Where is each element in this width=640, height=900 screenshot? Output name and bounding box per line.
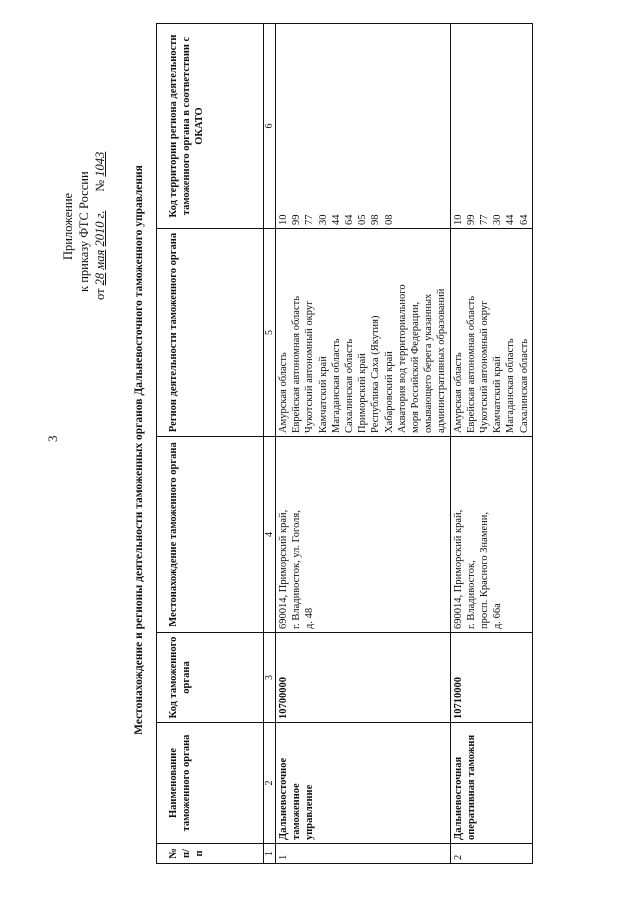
okato-spacer (396, 27, 409, 225)
appendix-order-ref: к приказу ФТС России (77, 171, 91, 292)
customs-authority-address (276, 437, 451, 633)
region-name: Хабаровский край (383, 351, 395, 433)
region-name: Республика Саха (Якутия) (370, 315, 382, 433)
okato-code: 77 (479, 214, 491, 225)
region-name: Магаданская область (330, 338, 342, 433)
region-name: Магаданская область (505, 338, 517, 433)
date-month: мая (93, 249, 107, 270)
activity-regions (450, 229, 532, 437)
region-name: Еврейская автономная область (291, 296, 303, 433)
address-line: 690014, Приморский край, (278, 509, 289, 629)
region-name: Чукотский автономный округ (479, 300, 491, 433)
region-name: Камчатский край (492, 356, 504, 433)
column-number: 6 (264, 24, 276, 229)
table-row (276, 24, 451, 864)
row-number: 2 (450, 844, 532, 864)
okato-codes (276, 24, 451, 229)
region-name: Сахалинская область (344, 339, 356, 433)
column-number: 3 (264, 633, 276, 723)
date-prefix: от (93, 288, 107, 300)
customs-authority-code: 10700000 (276, 633, 451, 723)
okato-code: 99 (465, 214, 477, 225)
customs-authority-name: Дальневосточное таможенное управление (276, 723, 451, 844)
customs-authority-code: 10710000 (450, 633, 532, 723)
activity-regions (276, 229, 451, 437)
header-address: Местонахождение таможенного органа (157, 437, 264, 633)
okato-code: 77 (304, 214, 316, 225)
region-name: административных образований (436, 288, 448, 433)
okato-code: 10 (452, 214, 464, 225)
okato-spacer (409, 27, 422, 225)
address-line: г. Владивосток, (465, 560, 477, 629)
region-name: Чукотский автономный округ (304, 300, 316, 433)
okato-code: 08 (383, 214, 395, 225)
okato-code: 98 (370, 214, 382, 225)
region-name: Приморский край (357, 353, 369, 433)
okato-code: 44 (505, 214, 517, 225)
okato-code: 30 (317, 214, 329, 225)
column-number: 4 (264, 437, 276, 633)
date-year: 2010 г. (93, 210, 107, 247)
date-day: 28 (93, 272, 107, 286)
address-line: г. Владивосток, ул. Гоголя, (291, 510, 303, 629)
header-region: Регион деятельности таможенного органа (157, 229, 264, 437)
address-line: 690014, Приморский край, (452, 509, 464, 629)
column-number: 2 (264, 723, 276, 844)
okato-code: 64 (518, 214, 530, 225)
region-name: Амурская область (278, 352, 289, 433)
header-name: Наименование таможенного органа (157, 723, 264, 844)
row-number: 1 (276, 844, 451, 864)
region-name: Еврейская автономная область (465, 296, 477, 433)
column-number: 5 (264, 229, 276, 437)
region-name: моря Российской Федерации, (410, 301, 422, 433)
appendix-title: Приложение (61, 192, 75, 260)
document-heading: Местонахождение и регионы деятельности таможенных органов Дальневосточного таможенного управления (133, 165, 145, 735)
column-number: 1 (264, 844, 276, 864)
okato-spacer (422, 27, 435, 225)
okato-code: 99 (291, 214, 303, 225)
okato-code: 64 (344, 214, 356, 225)
region-name: омывающего берега указанных (423, 293, 435, 433)
header-num: № п/п (157, 844, 264, 864)
region-name: Акватория вод территориального (396, 284, 408, 433)
okato-codes (450, 24, 532, 229)
page-number: 3 (45, 435, 60, 442)
customs-authority-address (450, 437, 532, 633)
region-name: Амурская область (452, 352, 464, 433)
address-line: д. 48 (304, 607, 316, 629)
number-sign: № (93, 179, 107, 192)
table-body (264, 24, 533, 864)
header-code: Код таможенного органа (157, 633, 264, 723)
address-line: просп. Красного Знамени, (479, 512, 491, 629)
customs-authority-name: Дальневосточная оперативная таможня (450, 723, 532, 844)
okato-code: 30 (492, 214, 504, 225)
okato-code: 10 (278, 214, 289, 225)
appendix-date-line (92, 152, 108, 340)
okato-code: 44 (330, 214, 342, 225)
header-row (157, 24, 264, 864)
customs-table (156, 23, 533, 864)
region-name: Сахалинская область (518, 339, 530, 433)
table-row (450, 24, 532, 864)
order-number: 1043 (93, 151, 107, 177)
address-line: д. 66а (492, 603, 504, 629)
region-name: Камчатский край (317, 356, 329, 433)
header-okato: Код территории региона деятельности таможенного органа в соответствии с ОКАТО (157, 24, 264, 229)
column-numbers-row (264, 24, 276, 864)
okato-code: 05 (357, 214, 369, 225)
appendix-block (60, 152, 108, 340)
